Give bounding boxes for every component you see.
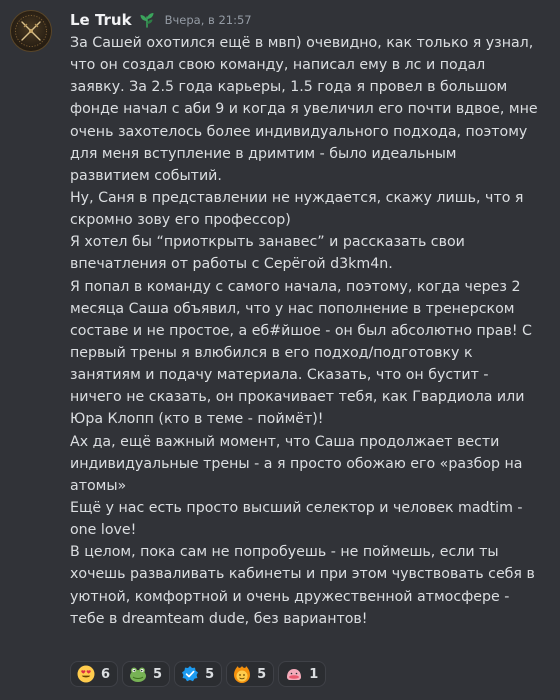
reaction-button[interactable] xyxy=(278,661,326,687)
message-line: фонде начал с аби 9 и когда я увеличил его почти вдвое, мне xyxy=(70,101,538,118)
message-line: месяца Саша объявил, что у нас пополнение в тренерском xyxy=(70,300,515,317)
message-line: заявку. За 2.5 года карьеры, 1.5 года я провел в большом xyxy=(70,79,508,96)
message-line: развитием событий. xyxy=(70,167,222,184)
nitro-leaf-icon[interactable] xyxy=(137,11,157,29)
message-line: тебе в dreamteam dude, без вариантов! xyxy=(70,610,368,627)
message-line: one love! xyxy=(70,522,137,539)
message-line: В целом, пока сам не попробуешь - не поймешь, если ты xyxy=(70,544,499,561)
message-line: индивидуальные трены - а я просто обожаю его «разбор на xyxy=(70,455,523,472)
message-line: уютной, комфортной и очень дружественной атмосфере - xyxy=(70,588,510,605)
reaction-count: 5 xyxy=(205,666,215,682)
fire-face-icon xyxy=(233,665,251,683)
reaction-count: 1 xyxy=(309,666,319,682)
reaction-button[interactable] xyxy=(174,661,222,687)
message-line: Ещё у нас есть просто высший селектор и человек madtim - xyxy=(70,499,523,516)
message-line: Ах да, ещё важный момент, что Саша продолжает вести xyxy=(70,433,500,450)
message-line: что он создал свою команду, написал ему в лс и подал xyxy=(70,57,486,74)
message-line: атомы» xyxy=(70,477,127,494)
message-line: впечатления от работы с Серёгой d3km4n. xyxy=(70,256,393,273)
message-line: составе и не простое, а еб#йшое - он был абсолютно прав! С xyxy=(70,322,532,339)
message-line: Юра Клопп (кто в теме - поймёт)! xyxy=(70,411,324,428)
crossed-swords-logo-icon xyxy=(11,11,51,51)
message-header xyxy=(70,9,252,31)
message-line: скромно зову его профессор) xyxy=(70,212,291,229)
blue-checkmark-icon xyxy=(181,665,199,683)
frog-icon xyxy=(129,665,147,683)
message-line: хочешь разваливать кабинеты и при этом чувствовать себя в xyxy=(70,566,535,583)
username[interactable]: Le Truk xyxy=(70,11,132,29)
message-line: для меня вступление в дримтим - было идеальным xyxy=(70,145,457,162)
heart-eyes-icon xyxy=(77,665,95,683)
reaction-count: 5 xyxy=(257,666,267,682)
reaction-button[interactable] xyxy=(70,661,118,687)
message-line: Я попал в команду с самого начала, поэтому, когда через 2 xyxy=(70,278,521,295)
message-line: занятиям и подачу материала. Сказать, что он бустит - xyxy=(70,367,489,384)
message-timestamp[interactable]: Вчера, в 21:57 xyxy=(164,13,252,27)
pink-blob-icon xyxy=(285,665,303,683)
reaction-button[interactable] xyxy=(122,661,170,687)
reaction-button[interactable] xyxy=(226,661,274,687)
message-line: ничего не сказать, он прокачивает тебя, как Гвардиола или xyxy=(70,389,525,406)
message-line: очень захотелось более индивидуального подхода, поэтому xyxy=(70,123,528,140)
message-line: Ну, Саня в представлении не нуждается, скажу лишь, что я xyxy=(70,189,524,206)
reaction-count: 5 xyxy=(153,666,163,682)
message-line: первый трены я влюбился в его подход/подготовку к xyxy=(70,344,473,361)
reaction-count: 6 xyxy=(101,666,111,682)
message-line: За Сашей охотился ещё в мвп) очевидно, как только я узнал, xyxy=(70,35,534,51)
message-content xyxy=(70,32,555,630)
avatar[interactable] xyxy=(10,10,52,52)
reaction-bar xyxy=(70,661,326,687)
message-line: Я хотел бы “приоткрыть занавес” и рассказать свои xyxy=(70,234,465,251)
